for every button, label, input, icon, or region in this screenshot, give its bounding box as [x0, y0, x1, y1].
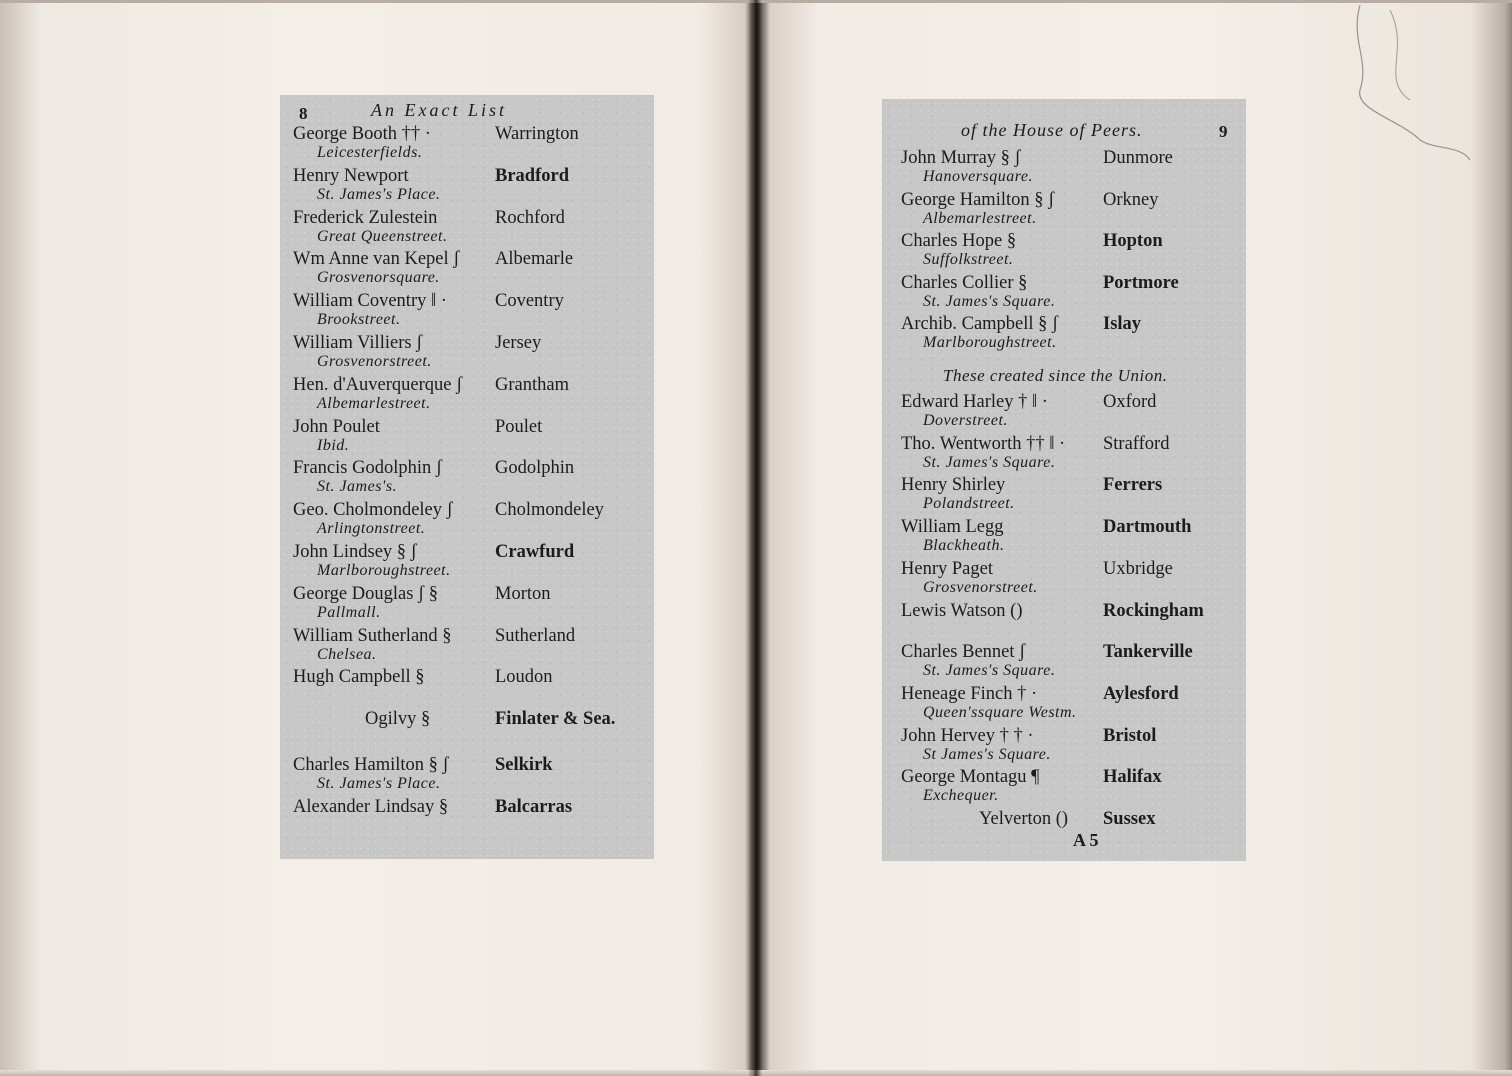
peer-name: Ogilvy §: [365, 709, 431, 730]
peer-name: William Legg: [901, 517, 1004, 538]
peer-title: Sutherland: [495, 625, 576, 646]
peer-address: Brookstreet.: [317, 311, 401, 329]
peer-name: Tho. Wentworth †† ‖ ·: [901, 433, 1066, 454]
peer-address: Grosvenorstreet.: [923, 578, 1038, 596]
peer-name: Wm Anne van Kepel ʃ: [293, 249, 460, 270]
peer-name: George Douglas ʃ §: [293, 583, 439, 604]
peer-address: St. James's Square.: [923, 453, 1056, 471]
peer-name: Alexander Lindsay §: [293, 796, 449, 817]
peer-name: George Hamilton § ʃ: [901, 189, 1055, 210]
peer-title: Cholmondeley: [495, 500, 604, 521]
peer-address: Ibid.: [317, 436, 350, 454]
peer-address: Leicesterfields.: [317, 144, 423, 161]
peer-title: Balcarras: [495, 796, 573, 817]
peer-title: Strafford: [1103, 433, 1170, 454]
peer-name: Francis Godolphin ʃ: [293, 458, 443, 479]
peer-title: Dartmouth: [1103, 517, 1192, 538]
peer-address: Marlboroughstreet.: [923, 334, 1057, 352]
peer-title: Sussex: [1103, 809, 1156, 829]
right-page-number: 9: [1219, 122, 1228, 141]
peer-title: Portmore: [1103, 272, 1179, 293]
peer-name: John Lindsey § ʃ: [293, 542, 417, 562]
peer-title: Rochford: [495, 207, 565, 228]
peer-title: Poulet: [495, 416, 543, 437]
peer-title: Ferrers: [1103, 475, 1163, 496]
peer-address: Exchequer.: [923, 787, 999, 805]
peer-address: Grosvenorsquare.: [317, 269, 440, 287]
peer-address: Pallmall.: [317, 603, 381, 621]
peer-address: St. James's Place.: [317, 775, 441, 792]
peer-address: Queen'ssquare Westm.: [923, 703, 1077, 721]
peer-title: Coventry: [495, 291, 564, 312]
peer-name: Charles Hamilton § ʃ: [293, 755, 449, 775]
right-page-plate: [883, 100, 1245, 860]
peer-name: Charles Hope §: [901, 231, 1017, 252]
peer-name: George Montagu ¶: [901, 767, 1040, 788]
peer-name: Archib. Campbell § ʃ: [901, 314, 1059, 335]
peer-address: Polandstreet.: [923, 495, 1015, 513]
peer-title: Halifax: [1103, 767, 1162, 788]
peer-name: John Murray § ʃ: [901, 148, 1021, 168]
peer-title: Islay: [1103, 314, 1142, 335]
left-page-header: An Exact List: [371, 100, 507, 120]
peer-name: Henry Paget: [901, 558, 993, 579]
peer-name: John Hervey † † ·: [901, 725, 1034, 746]
peer-name: Edward Harley † ‖ ·: [901, 392, 1048, 412]
peer-title: Grantham: [495, 374, 569, 395]
peer-title: Selkirk: [495, 755, 553, 775]
peer-title: Hopton: [1103, 231, 1163, 252]
peer-name: Frederick Zulestein: [293, 207, 438, 228]
peer-name: William Villiers ʃ: [293, 333, 423, 353]
peer-name: Henry Shirley: [901, 475, 1006, 496]
peer-address: St. James's Square.: [923, 292, 1056, 310]
peer-title: Dunmore: [1103, 148, 1173, 168]
peer-address: Marlboroughstreet.: [317, 562, 451, 579]
peer-title: Bristol: [1103, 725, 1157, 746]
left-page-number: 8: [299, 104, 308, 123]
spine-crease: [748, 0, 762, 1076]
peer-title: Albemarle: [495, 249, 574, 270]
peer-address: St. James's.: [317, 478, 398, 496]
peer-address: Blackheath.: [923, 537, 1005, 555]
peer-name: Hen. d'Auverquerque ʃ: [293, 374, 463, 395]
peer-address: St. James's Square.: [923, 662, 1056, 680]
peer-name: Lewis Watson (): [901, 600, 1023, 621]
pencil-marks: [1300, 0, 1500, 260]
peer-name: Charles Collier §: [901, 272, 1028, 293]
peer-title: Rockingham: [1103, 600, 1204, 621]
peer-title: Finlater & Sea.: [495, 709, 616, 730]
signature-mark: A 5: [1073, 830, 1099, 850]
peer-address: Hanoversquare.: [923, 168, 1033, 185]
peer-address: Grosvenorstreet.: [317, 353, 432, 370]
union-subheading: These created since the Union.: [943, 366, 1168, 385]
peer-address: Albemarlestreet.: [317, 394, 431, 412]
peer-address: Suffolkstreet.: [923, 251, 1014, 269]
peer-title: Crawfurd: [495, 542, 575, 562]
peer-name: Charles Bennet ʃ: [901, 642, 1026, 663]
peer-name: William Sutherland §: [293, 625, 452, 646]
peer-name: Hugh Campbell §: [293, 667, 425, 688]
peer-title: Oxford: [1103, 392, 1157, 412]
left-page-plate: [281, 96, 653, 858]
peer-name: Heneage Finch † ·: [901, 683, 1038, 704]
peer-title: Orkney: [1103, 189, 1159, 210]
peer-title: Uxbridge: [1103, 558, 1173, 579]
peer-address: Albemarlestreet.: [923, 209, 1037, 227]
peer-title: Tankerville: [1103, 642, 1193, 663]
peer-title: Morton: [495, 583, 551, 604]
peer-address: Doverstreet.: [923, 412, 1008, 429]
peer-name: Yelverton (): [979, 809, 1069, 829]
peer-address: St. James's Place.: [317, 185, 441, 203]
peer-title: Jersey: [495, 333, 542, 353]
peer-title: Warrington: [495, 124, 579, 144]
peer-address: Arlingtonstreet.: [317, 520, 426, 538]
peer-name: George Booth †† ·: [293, 124, 431, 144]
peer-title: Bradford: [495, 165, 569, 186]
peer-title: Godolphin: [495, 458, 575, 479]
peer-name: William Coventry ‖ ·: [293, 291, 447, 312]
peer-name: John Poulet: [293, 416, 380, 437]
right-page-header: of the House of Peers.: [961, 120, 1143, 140]
peer-title: Aylesford: [1103, 683, 1179, 704]
peer-address: St James's Square.: [923, 745, 1051, 763]
peer-title: Loudon: [495, 667, 553, 688]
peer-name: Henry Newport: [293, 165, 409, 186]
peer-address: Chelsea.: [317, 645, 377, 663]
peer-name: Geo. Cholmondeley ʃ: [293, 500, 453, 521]
peer-address: Great Queenstreet.: [317, 227, 448, 245]
